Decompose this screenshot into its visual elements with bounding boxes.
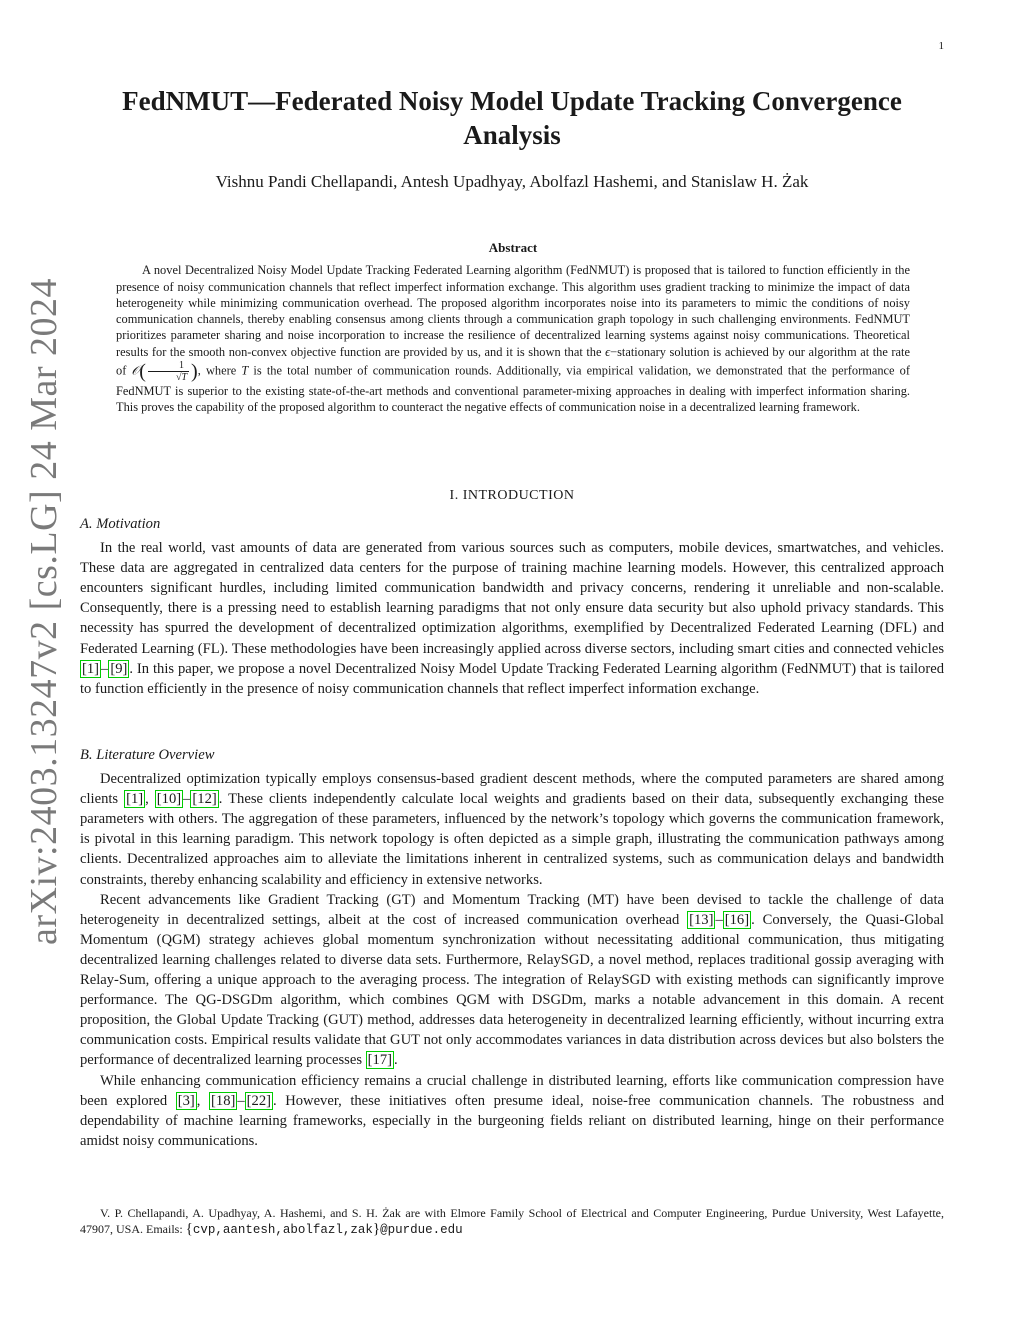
citation-link[interactable]: [1] xyxy=(126,791,144,808)
epsilon-symbol: ϵ xyxy=(605,344,611,359)
paper-title: FedNMUT—Federated Noisy Model Update Tracking Convergence Analysis xyxy=(122,86,902,150)
lit-text: While enhancing communication efficiency remains a crucial challenge in distributed learning, efforts like communication compression have been explored xyxy=(80,1072,944,1109)
motivation-paragraph xyxy=(80,538,944,699)
abstract-text-part3: , where xyxy=(197,363,242,378)
literature-paragraph-3 xyxy=(80,1071,944,1151)
citation-link[interactable]: [10] xyxy=(156,791,182,808)
lit-text: Decentralized optimization typically employs consensus-based gradient descent methods, where the computed parameters are shared among clients xyxy=(80,771,944,808)
citation-dash: – xyxy=(237,1092,245,1109)
citation-link[interactable]: [16] xyxy=(724,911,750,928)
citation-link[interactable]: [22] xyxy=(246,1092,271,1109)
close-paren: ) xyxy=(191,360,198,383)
open-paren: ( xyxy=(139,360,146,383)
motivation-text-end: . In this paper, we propose a novel Decentralized Noisy Model Update Tracking Federated Learning algorithm (FedNMUT) that is tailored to function efficiently in the presence of noisy communication channels that reflect imperfect information exchange. xyxy=(80,660,944,697)
citation-link[interactable]: [9] xyxy=(110,660,128,677)
page-number: 1 xyxy=(938,40,944,52)
paper-header xyxy=(80,84,944,192)
literature-paragraph-1 xyxy=(80,769,944,890)
footnote-emails[interactable]: cvp,aantesh,abolfazl,zak xyxy=(192,1223,373,1237)
lit-text: Recent advancements like Gradient Tracking (GT) and Momentum Tracking (MT) have been devised to tackle the challenge of data heterogeneity in decentralized settings, albeit at the cost of increased communication overhead xyxy=(80,891,944,928)
brace-close: } xyxy=(372,1221,381,1237)
section-literature-overview xyxy=(80,745,944,1151)
big-o-symbol: 𝒪 xyxy=(131,363,140,378)
rate-fraction xyxy=(148,360,189,383)
citation-link[interactable]: [1] xyxy=(82,660,100,677)
lit-text: . Conversely, the Quasi-Global Momentum (QGM) strategy achieves global momentum synchronization without necessitating additional communication, thus mitigating decentralized learning challenges related to diverse data sets. Furthermore, RelaySGD, a novel method, replaces traditional gossip averaging with Relay-Sum, offering a unique approach to the averaging process. The integration of RelaySGD with existing methods can significantly improve performance. The QG-DSGDm algorithm, which combines QGM with DSGDm, marks a notable advancement in this domain. A recent proposition, the Global Update Tracking (GUT) method, addresses data heterogeneity in decentralized learning efficiently, without incurring extra communication costs. Empirical results validate that GUT not only accommodates variances in data distribution across devices but also bolsters the performance of decentralized learning processes xyxy=(80,911,944,1069)
citation-link[interactable]: [3] xyxy=(177,1092,195,1109)
paper-authors: Vishnu Pandi Chellapandi, Antesh Upadhyay, Abolfazl Hashemi, and Stanislaw H. Żak xyxy=(215,172,809,191)
subsection-heading-motivation: A. Motivation xyxy=(80,516,161,532)
lit-text: . These clients independently calculate local weights and gradients based on their data, subsequently exchanging these parameters with others. The aggregation of these parameters, influenced by the network’s topology which governs the communication framework, is pivotal in this learning paradigm. This network topology is often depicted as a simple graph, illustrating the communication pathways among clients. Decentralized approaches aim to alleviate the limitations inherent in centralized systems, such as communication delays and bandwidth constraints, thereby enhancing scalability and efficiency in extensive networks. xyxy=(80,791,944,888)
footnote-paragraph xyxy=(80,1205,944,1238)
citation-dash: – xyxy=(183,791,191,808)
abstract-text-part2: −stationary solution is achieved by our algorithm at the rate of xyxy=(116,344,910,378)
citation-dash: – xyxy=(101,660,109,677)
citation-link[interactable]: [17] xyxy=(367,1052,392,1069)
citation-separator: , xyxy=(196,1092,210,1109)
rate-numerator: 1 xyxy=(148,360,189,372)
citation-dash: – xyxy=(715,911,723,928)
abstract-text xyxy=(116,262,910,415)
T-symbol: T xyxy=(241,363,249,378)
abstract xyxy=(116,240,910,416)
author-affiliation-footnote xyxy=(80,1205,944,1238)
motivation-text: In the real world, vast amounts of data are generated from various sources such as computers, mobile devices, smartwatches, and vehicles. These data are aggregated in centralized data centers for the purpose of training machine learning models. However, this centralized approach encounters significant hurdles, including limited communication bandwidth and privacy concerns, rendering it unreliable and non-scalable. Consequently, there is a pressing need to establish learning paradigms that not only ensure data security but also uphold privacy standards. This necessity has spurred the development of decentralized optimization algorithms, exemplified by Decentralized Federated Learning (DFL) and Federated Learning (FL). These methodologies have been increasingly applied across diverse sectors, including smart cities and connected vehicles xyxy=(80,540,944,657)
footnote-email-domain[interactable]: @purdue.edu xyxy=(380,1223,463,1237)
citation-link[interactable]: [13] xyxy=(689,911,714,928)
subsection-heading-literature: B. Literature Overview xyxy=(80,747,215,763)
abstract-heading: Abstract xyxy=(488,240,538,255)
citation-link[interactable]: [12] xyxy=(192,791,217,808)
arxiv-identifier-stamp: arXiv:2403.13247v2 [cs.LG] 24 Mar 2024 xyxy=(23,277,65,945)
section-motivation xyxy=(80,514,944,699)
lit-text: . xyxy=(393,1052,398,1069)
abstract-text-part4: is the total number of communication rounds. Additionally, via empirical validation, we demonstrated that the performance of FedNMUT is superior to the existing state-of-the-art methods and conventional parameter-mixing approaches in dealing with imperfect information sharing. This proves the capability of the proposed algorithm to counteract the negative effects of communication noise in a decentralized learning framework. xyxy=(116,363,910,415)
brace-open: { xyxy=(185,1221,193,1237)
citation-link[interactable]: [18] xyxy=(211,1092,236,1109)
section-heading-introduction: I. INTRODUCTION xyxy=(449,488,575,503)
abstract-text-part1: A novel Decentralized Noisy Model Update Tracking Federated Learning algorithm (FedNMUT) is proposed that is tailored to function efficiently in the presence of noisy communication channels that reflect imperfect information exchange. This algorithm uses gradient tracking to minimize the impact of data heterogeneity while minimizing communication overhead. The proposed algorithm incorporates noise into its parameters to mimic the conditions of noisy communication channels, thereby enabling consensus among clients through a communication graph topology in such challenging environments. FedNMUT prioritizes parameter sharing and noise incorporation to increase the resilience of decentralized learning systems against noisy communications. Theoretical results for the smooth non-convex objective function are provided by us, and it is shown that the xyxy=(116,263,910,359)
citation-separator: , xyxy=(145,791,155,808)
literature-paragraph-2 xyxy=(80,890,944,1071)
rate-denominator: √T xyxy=(175,372,188,384)
lit-text: . However, these initiatives often presume ideal, noise-free communication channels. The robustness and dependability of machine learning frameworks, especially in the burgeoning fields reliant on distributed learning, hinge on their performance amidst noisy communications. xyxy=(80,1092,945,1149)
footnote-text: V. P. Chellapandi, A. Upadhyay, A. Hashemi, and S. H. Żak are with Elmore Family School of Electrical and Computer Engineering, Purdue University, West Lafayette, 47907, USA. Emails: xyxy=(80,1206,944,1236)
